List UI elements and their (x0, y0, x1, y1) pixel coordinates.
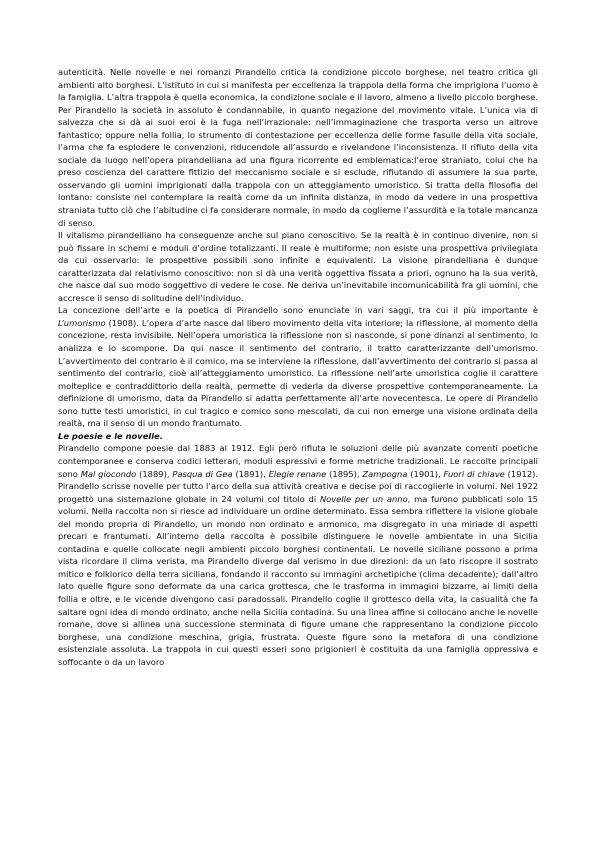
italic-title: Mal giocondo (80, 468, 137, 479)
italic-title: Pasqua di Gea (172, 468, 233, 479)
italic-title: Novelle per un anno (319, 493, 408, 504)
text-run: (1901), (407, 468, 444, 479)
text-run: Pirandello compone poesie dal 1883 al 1912. Egli però rifiuta le soluzioni delle più avanzate correnti poetiche contemporanee e conserva codici letterari, moduli espressivi e forme metriche tradizionali. Le raccolte principali sono (58, 443, 538, 479)
italic-title: Zampogna (362, 468, 408, 479)
section-heading: Le poesie e le novelle. (58, 430, 163, 441)
text-run: La concezione dell’arte e la poetica di Pirandello sono enunciate in vari saggi, tra cui il più importante è (58, 305, 538, 316)
italic-title: Elegie renane (268, 468, 327, 479)
document-page (58, 66, 538, 668)
paragraph-forma-trappola (58, 66, 538, 229)
italic-title: L’umorismo (58, 317, 106, 328)
text-run: autenticità. Nelle novelle e nei romanzi Pirandello critica la condizione piccolo borghese, nel teatro critica gli ambienti alto borghesi. L’istituto in cui si manifesta per eccellenza la trappola della forma che imprigiona l’uomo è la famiglia. L’altra trappola è quella economica, la condizione sociale e il lavoro, almeno a livello piccolo borghese. Per Pirandello la società in assoluto è condannabile, in quanto negazione del movimento vitale. L’unica via di salvezza che si dà ai suoi eroi è la fuga nell’irrazionale: nell’immaginazione che trasporta verso un altrove fantastico; oppure nella follia, lo strumento di contestazione per eccellenza delle forme fasulle della vita sociale, l’arma che fa esplodere le convenzioni, riducendole all’assurdo e rivelandone l’inconsistenza. Il rifiuto della vita sociale da luogo nell’opera pirandelliana ad una figura ricorrente ed emblematica:l’eroe straniato, colui che ha preso coscienza del carattere fittizio del meccanismo sociale e si esclude, rifiutando di assumere la sua parte, osservando gli uomini imprigionati dalla trappola con un atteggiamento umoristico. Si tratta della filosofia del lontano: consiste nel contemplare la realtà come da un infinita distanza, in modo da vedere in una prospettiva straniata tutto ciò che l’abitudine ci fa considerare normale, in modo da coglierne l’assurdità e la totale mancanza di senso. (58, 67, 538, 228)
text-run: , ma furono pubblicati solo 15 volumi. Nella raccolta non si riesce ad individuare un ordine determinato. Essa sembra riflettere la visione globale del mondo propria di Pirandello, un mondo non ordinato e armonico, ma disgregato in una miriade di aspetti precari e frantumati. All’interno della raccolta è possibile distinguere le novelle ambientate in una Sicilia contadina e quelle collocate negli ambienti piccolo borghesi continentali. Le novelle siciliane possono a prima vista ricordare il clima verista, ma Pirandello diverge dal verismo in due direzioni: da un lato riscopre il sostrato mitico e folklorico della terra siciliana, fondando il racconto su immagini archetipiche (clima decadente); dall’altro lato quelle figure sono deformate da una carica grottesca, che le trasforma in immagini bizzarre, ai limiti della follia e oltre, e le vicende divengono casi paradossali. Pirandello coglie il grottesco della vita, la casualità che fa saltare ogni idea di mondo ordinato, anche nella Sicilia contadina. Su una linea affine si collocano anche le novelle romane, dove si allinea una successione sterminata di figure umane che rappresentano la condizione piccolo borghese, una condizione meschina, grigia, frustrata. Queste figure sono la metafora di una condizione esistenziale assoluta. La trappola in cui questi esseri sono prigionieri è costituita da una famiglia oppressiva e soffocante o da un lavoro (58, 493, 538, 667)
paragraph-poesie-novelle (58, 442, 538, 668)
paragraph-relativismo (58, 229, 538, 304)
paragraph-umorismo (58, 304, 538, 429)
text-run: (1889), (136, 468, 173, 479)
text-run: (1912). Pirandello scrisse novelle per tutto l’arco della sua attività creativa e decise poi di raccoglierle in volumi. Nel 1922 progettò una sistemazione globale in 24 volumi col titolo di (58, 468, 539, 504)
text-run: (1908). L’opera d’arte nasce dal libero movimento della vita interiore; la riflessione, al momento della concezione, resta invisibile. Nell’opera umoristica la riflessione non si nasconde, si pone dinanzi al sentimento, lo analizza e lo scompone. Da qui nasce il sentimento del contrario, il tratto caratterizzante dell’umorismo. L’avvertimento del contrario è il comico, ma se interviene la riflessione, dall’avvertimento del contrario si passa al sentimento del contrario, cioè all’atteggiamento umoristico. La riflessione nell’arte umoristica coglie il carattere molteplice e contraddittorio della realtà, permette di vederla da diverse prospettive contemporaneamente. La definizione di umorismo, data da Pirandello si adatta perfettamente all’arte novecentesca. Le opere di Pirandello sono tutte testi umoristici, in cui tragico e comico sono mescolati, da cui non emerge una visione ordinata della realtà, ma il senso di un mondo frantumato. (58, 317, 538, 429)
text-run: (1891), (232, 468, 269, 479)
italic-title: Fuori di chiave (443, 468, 505, 479)
text-run: (1895), (326, 468, 363, 479)
text-run: Il vitalismo pirandelliano ha conseguenze anche sul piano conoscitivo. Se la realtà è in continuo divenire, non si può fissare in schemi e moduli d’ordine totalizzanti. Il reale è multiforme; non esiste una prospettiva privilegiata da cui osservarlo: le prospettive possibili sono infinite e equivalenti. La visione pirandelliana è dunque caratterizzata dal relativismo conoscitivo: non si dà una verità oggettiva fissata a priori, ognuno ha la sua verità, che nasce dal suo modo soggettivo di vedere le cose. Ne deriva un’inevitabile incomunicabilità fra gli uomini, che accresce il senso di solitudine dell’individuo. (58, 230, 538, 303)
